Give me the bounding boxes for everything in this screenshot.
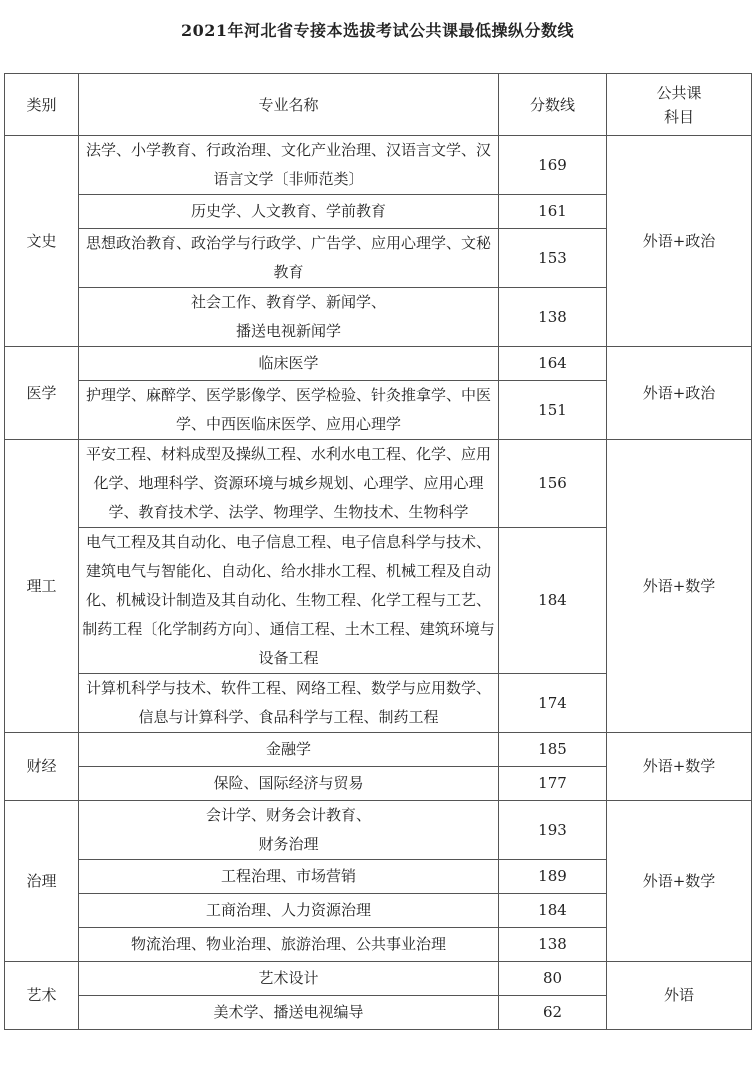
score-cell: 184	[499, 528, 607, 674]
major-cell: 艺术设计	[79, 962, 499, 996]
score-cell: 189	[499, 860, 607, 894]
category-cell: 文史	[5, 136, 79, 347]
major-cell: 历史学、人文教育、学前教育	[79, 195, 499, 229]
score-cell: 138	[499, 928, 607, 962]
major-cell: 思想政治教育、政治学与行政学、广告学、应用心理学、文秘教育	[79, 229, 499, 288]
major-cell: 计算机科学与技术、软件工程、网络工程、数学与应用数学、信息与计算科学、食品科学与工程、制药工程	[79, 674, 499, 733]
major-cell: 保险、国际经济与贸易	[79, 767, 499, 801]
score-cell: 174	[499, 674, 607, 733]
subject-cell: 外语	[607, 962, 752, 1030]
major-cell: 工程治理、市场营销	[79, 860, 499, 894]
score-cell: 151	[499, 381, 607, 440]
table-row	[5, 801, 752, 860]
score-cell: 156	[499, 440, 607, 528]
major-cell: 电气工程及其自动化、电子信息工程、电子信息科学与技术、建筑电气与智能化、自动化、给水排水工程、机械工程及自动化、机械设计制造及其自动化、生物工程、化学工程与工艺、制药工程〔化学制药方向〕、通信工程、土木工程、建筑环境与设备工程	[79, 528, 499, 674]
category-cell: 理工	[5, 440, 79, 733]
major-cell: 会计学、财务会计教育、 财务治理	[79, 801, 499, 860]
header-row	[5, 74, 752, 136]
subject-cell: 外语+政治	[607, 347, 752, 440]
category-cell: 医学	[5, 347, 79, 440]
header-subject: 公共课 科目	[607, 74, 752, 136]
score-cell: 138	[499, 288, 607, 347]
subject-cell: 外语+数学	[607, 440, 752, 733]
header-major: 专业名称	[79, 74, 499, 136]
major-cell: 法学、小学教育、行政治理、文化产业治理、汉语言文学、汉语言文学〔非师范类〕	[79, 136, 499, 195]
score-cell: 184	[499, 894, 607, 928]
major-cell: 工商治理、人力资源治理	[79, 894, 499, 928]
major-cell: 临床医学	[79, 347, 499, 381]
major-cell: 社会工作、教育学、新闻学、 播送电视新闻学	[79, 288, 499, 347]
table-row	[5, 733, 752, 767]
score-cell: 62	[499, 996, 607, 1030]
score-cell: 169	[499, 136, 607, 195]
score-cell: 153	[499, 229, 607, 288]
major-cell: 美术学、播送电视编导	[79, 996, 499, 1030]
category-cell: 艺术	[5, 962, 79, 1030]
table-row	[5, 962, 752, 996]
page-title: 2021年河北省专接本选拔考试公共课最低操纵分数线	[180, 21, 575, 40]
subject-cell: 外语+政治	[607, 136, 752, 347]
major-cell: 物流治理、物业治理、旅游治理、公共事业治理	[79, 928, 499, 962]
category-cell: 治理	[5, 801, 79, 962]
table-row	[5, 347, 752, 381]
header-category: 类别	[5, 74, 79, 136]
score-cell: 80	[499, 962, 607, 996]
score-cell: 161	[499, 195, 607, 229]
category-cell: 财经	[5, 733, 79, 801]
table-row	[5, 440, 752, 528]
score-cell: 185	[499, 733, 607, 767]
score-cell: 164	[499, 347, 607, 381]
header-score: 分数线	[499, 74, 607, 136]
table-row	[5, 136, 752, 195]
subject-cell: 外语+数学	[607, 801, 752, 962]
major-cell: 金融学	[79, 733, 499, 767]
subject-cell: 外语+数学	[607, 733, 752, 801]
score-cell: 177	[499, 767, 607, 801]
score-table	[4, 73, 752, 1030]
score-cell: 193	[499, 801, 607, 860]
major-cell: 护理学、麻醉学、医学影像学、医学检验、针灸推拿学、中医学、中西医临床医学、应用心理学	[79, 381, 499, 440]
table-body	[5, 136, 752, 1030]
major-cell: 平安工程、材料成型及操纵工程、水利水电工程、化学、应用化学、地理科学、资源环境与城乡规划、心理学、应用心理学、教育技术学、法学、物理学、生物技术、生物科学	[79, 440, 499, 528]
